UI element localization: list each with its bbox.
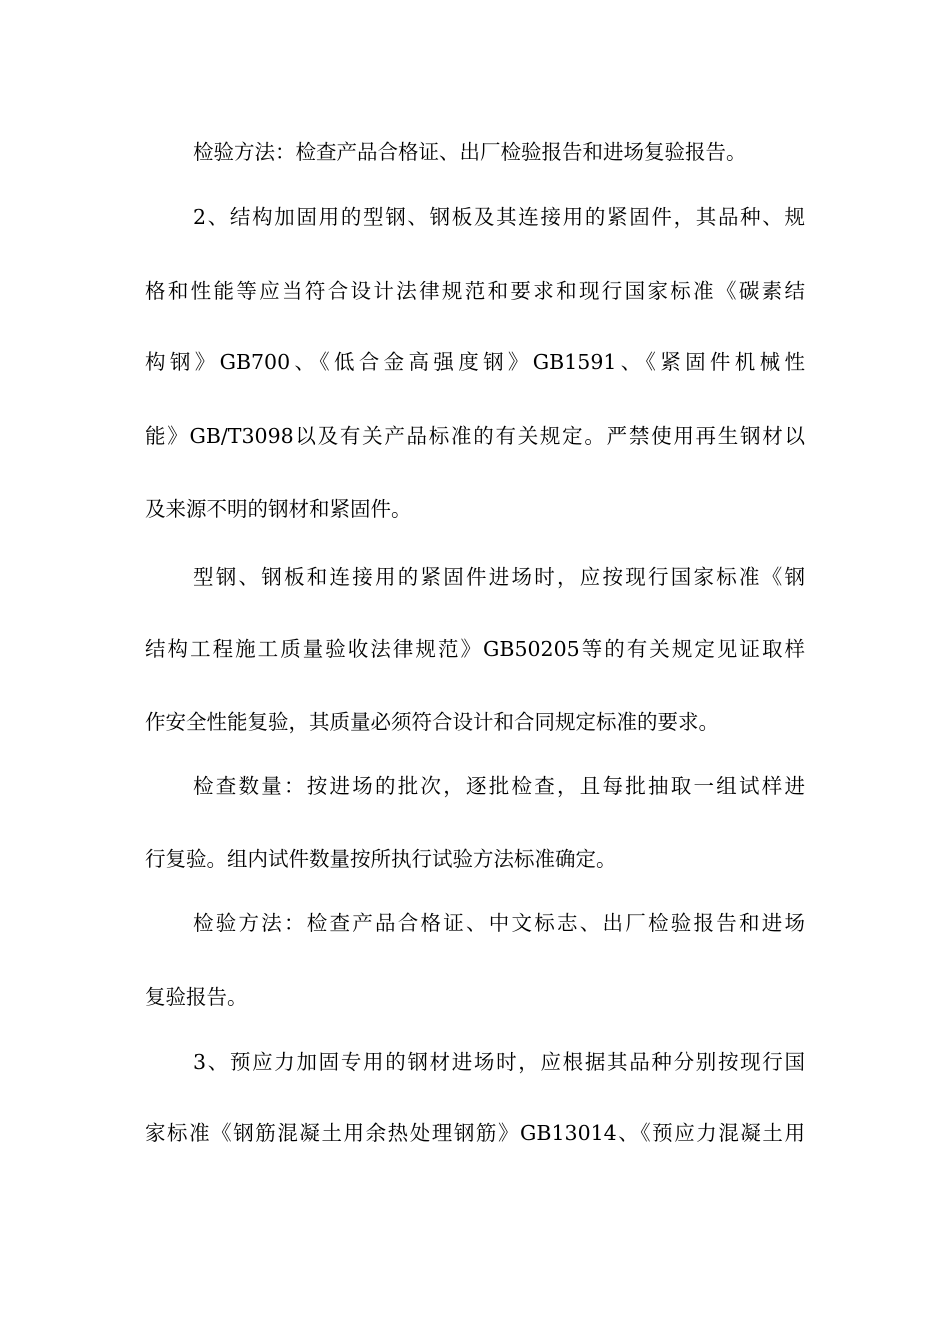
text-line: 格和性能等应当符合设计法律规范和要求和现行国家标准《碳素结: [145, 279, 805, 303]
text-line: 及来源不明的钢材和紧固件。: [145, 497, 412, 521]
text-line: 2、结构加固用的型钢、钢板及其连接用的紧固件，其品种、规: [193, 205, 805, 229]
text-line: 构钢》GB700、《低合金高强度钢》GB1591、《紧固件机械性: [145, 350, 805, 374]
text-line: 行复验。组内试件数量按所执行试验方法标准确定。: [145, 847, 617, 871]
text-line: 检验方法：检查产品合格证、出厂检验报告和进场复验报告。: [193, 140, 747, 164]
text-line: 3、预应力加固专用的钢材进场时，应根据其品种分别按现行国: [193, 1050, 805, 1074]
text-line: 作安全性能复验，其质量必须符合设计和合同规定标准的要求。: [145, 710, 719, 734]
text-line: 能》GB/T3098以及有关产品标准的有关规定。严禁使用再生钢材以: [145, 424, 805, 448]
text-line: 型钢、钢板和连接用的紧固件进场时，应按现行国家标准《钢: [193, 565, 805, 589]
text-line: 检验方法：检查产品合格证、中文标志、出厂检验报告和进场: [193, 911, 805, 935]
text-line: 复验报告。: [145, 985, 248, 1009]
text-line: 家标准《钢筋混凝土用余热处理钢筋》GB13014、《预应力混凝土用: [145, 1121, 805, 1145]
text-line: 结构工程施工质量验收法律规范》GB50205等的有关规定见证取样: [145, 637, 805, 661]
text-line: 检查数量：按进场的批次，逐批检查，且每批抽取一组试样进: [193, 774, 805, 798]
